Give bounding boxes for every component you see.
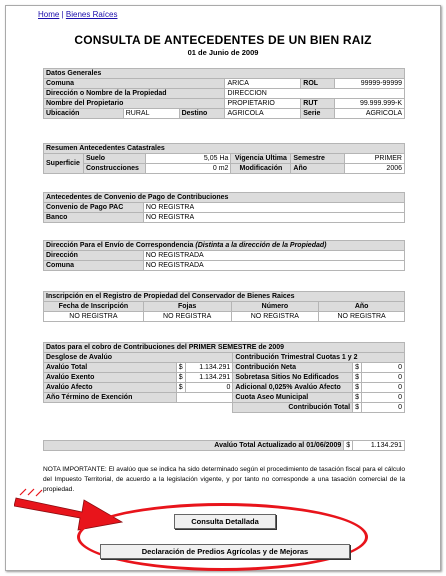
avaluo-exento-value: 1.134.291 xyxy=(185,373,233,383)
currency-sign: $ xyxy=(176,373,185,383)
cuota-aseo-value: 0 xyxy=(361,393,404,403)
suelo-label: Suelo xyxy=(83,154,145,164)
sobretasa-label: Sobretasa Sitios No Edificados xyxy=(233,373,353,383)
col-fojas: Fojas xyxy=(143,302,231,312)
avaluo-total-label: Avalúo Total xyxy=(44,363,177,373)
anio-inscripcion-value: NO REGISTRA xyxy=(319,312,405,322)
currency-sign: $ xyxy=(176,383,185,393)
anio-termino-exencion-label: Año Término de Exención xyxy=(44,393,177,403)
catastrales-header: Resumen Antecedentes Catastrales xyxy=(44,144,405,154)
inscripcion-header: Inscripción en el Registro de Propiedad del Conservador de Bienes Raices xyxy=(44,292,405,302)
rol-value: 99999-99999 xyxy=(335,79,405,89)
numero-value: NO REGISTRA xyxy=(231,312,319,322)
direccion-value: DIRECCION xyxy=(225,89,405,99)
rol-label: ROL xyxy=(301,79,335,89)
anio-value: 2006 xyxy=(345,164,405,174)
cobro-header: Datos para el cobro de Contribuciones del PRIMER SEMESTRE de 2009 xyxy=(44,343,405,353)
currency-sign: $ xyxy=(353,383,362,393)
fojas-value: NO REGISTRA xyxy=(143,312,231,322)
suelo-value: 5,05 Ha xyxy=(145,154,230,164)
catastrales-table xyxy=(43,143,405,174)
correspondencia-note: (Distinta a la dirección de la Propiedad) xyxy=(195,242,327,249)
propietario-value: PROPIETARIO xyxy=(225,99,301,109)
cobro-table xyxy=(43,342,405,413)
home-link[interactable]: Home xyxy=(38,10,60,19)
trimestral-label: Contribución Trimestral Cuotas 1 y 2 xyxy=(233,353,405,363)
superficie-label: Superficie xyxy=(44,154,84,174)
page-title: CONSULTA DE ANTECEDENTES DE UN BIEN RAIZ xyxy=(74,33,372,47)
contribucion-neta-label: Contribución Neta xyxy=(233,363,353,373)
currency-sign: $ xyxy=(353,393,362,403)
currency-sign: $ xyxy=(176,363,185,373)
comuna-value: ARICA xyxy=(225,79,301,89)
serie-value: AGRICOLA xyxy=(335,109,405,119)
sobretasa-value: 0 xyxy=(361,373,404,383)
avaluo-exento-label: Avalúo Exento xyxy=(44,373,177,383)
col-anio: Año xyxy=(319,302,405,312)
vigencia-label: Vigencia Ultima xyxy=(231,154,291,164)
avaluo-actualizado-label: Avalúo Total Actualizado al 01/06/2009 xyxy=(44,441,344,451)
breadcrumb-separator: | xyxy=(61,10,64,19)
comuna-label: Comuna xyxy=(44,79,225,89)
datos-generales-header: Datos Generales xyxy=(44,69,405,79)
pac-value: NO REGISTRA xyxy=(143,203,404,213)
anio-label: Año xyxy=(291,164,345,174)
destino-value: AGRICOLA xyxy=(225,109,301,119)
corr-direccion-value: NO REGISTRADA xyxy=(143,251,404,261)
pac-label: Convenio de Pago PAC xyxy=(44,203,144,213)
breadcrumb xyxy=(38,10,117,19)
corr-comuna-value: NO REGISTRADA xyxy=(143,261,404,271)
col-fecha-inscripcion: Fecha de Inscripción xyxy=(44,302,144,312)
correspondencia-header xyxy=(44,241,405,251)
banco-label: Banco xyxy=(44,213,144,223)
semestre-label: Semestre xyxy=(291,154,345,164)
construcciones-value: 0 m2 xyxy=(145,164,230,174)
semestre-value: PRIMER xyxy=(345,154,405,164)
avaluo-afecto-value: 0 xyxy=(185,383,233,393)
avaluo-actualizado-table xyxy=(43,440,405,451)
ubicacion-value: RURAL xyxy=(123,109,179,119)
ubicacion-label: Ubicación xyxy=(44,109,124,119)
rut-label: RUT xyxy=(301,99,335,109)
currency-sign: $ xyxy=(353,373,362,383)
col-numero: Número xyxy=(231,302,319,312)
correspondencia-title: Dirección Para el Envío de Correspondencia xyxy=(46,242,194,249)
convenio-header: Antecedentes de Convenio de Pago de Contribuciones xyxy=(44,193,405,203)
desglose-label: Desglose de Avalúo xyxy=(44,353,233,363)
contribucion-total-label: Contribución Total xyxy=(233,403,353,413)
correspondencia-table xyxy=(43,240,405,271)
direccion-label: Dirección o Nombre de la Propiedad xyxy=(44,89,225,99)
inscripcion-table xyxy=(43,291,405,322)
datos-generales-table xyxy=(43,68,405,119)
serie-label: Serie xyxy=(301,109,335,119)
corr-comuna-label: Comuna xyxy=(44,261,144,271)
currency-sign: $ xyxy=(353,403,362,413)
rut-value: 99.999.999-K xyxy=(335,99,405,109)
banco-value: NO REGISTRA xyxy=(143,213,404,223)
spacer-cell xyxy=(44,403,233,413)
contribucion-neta-value: 0 xyxy=(361,363,404,373)
adicional-label: Adicional 0,025% Avalúo Afecto xyxy=(233,383,353,393)
adicional-value: 0 xyxy=(361,383,404,393)
currency-sign: $ xyxy=(353,363,362,373)
convenio-table xyxy=(43,192,405,223)
propietario-label: Nombre del Propietario xyxy=(44,99,225,109)
fecha-inscripcion-value: NO REGISTRA xyxy=(44,312,144,322)
bienes-raices-link[interactable]: Bienes Raíces xyxy=(65,10,118,19)
declaracion-predios-button[interactable]: Declaración de Predios Agrícolas y de Mejoras xyxy=(100,544,350,559)
modificacion-label: Modificación xyxy=(231,164,291,174)
construcciones-label: Construcciones xyxy=(83,164,145,174)
avaluo-afecto-label: Avalúo Afecto xyxy=(44,383,177,393)
consulta-detallada-button[interactable]: Consulta Detallada xyxy=(174,514,276,529)
corr-direccion-label: Dirección xyxy=(44,251,144,261)
avaluo-total-value: 1.134.291 xyxy=(185,363,233,373)
nota-importante: NOTA IMPORTANTE: El avalúo que se indica ha sido determinado según el procedimiento de tasación fiscal para el cálculo del Impuesto Territorial, de acuerdo a la legislación vigente, y por tanto no corresponde a una tasación comercial de la propiedad. xyxy=(43,466,405,493)
contribucion-total-value: 0 xyxy=(361,403,404,413)
avaluo-actualizado-value: 1.134.291 xyxy=(353,441,405,451)
page-date: 01 de Junio de 2009 xyxy=(187,48,259,57)
currency-sign: $ xyxy=(344,441,353,451)
destino-label: Destino xyxy=(179,109,225,119)
cuota-aseo-label: Cuota Aseo Municipal xyxy=(233,393,353,403)
anio-termino-exencion-value xyxy=(176,393,233,403)
